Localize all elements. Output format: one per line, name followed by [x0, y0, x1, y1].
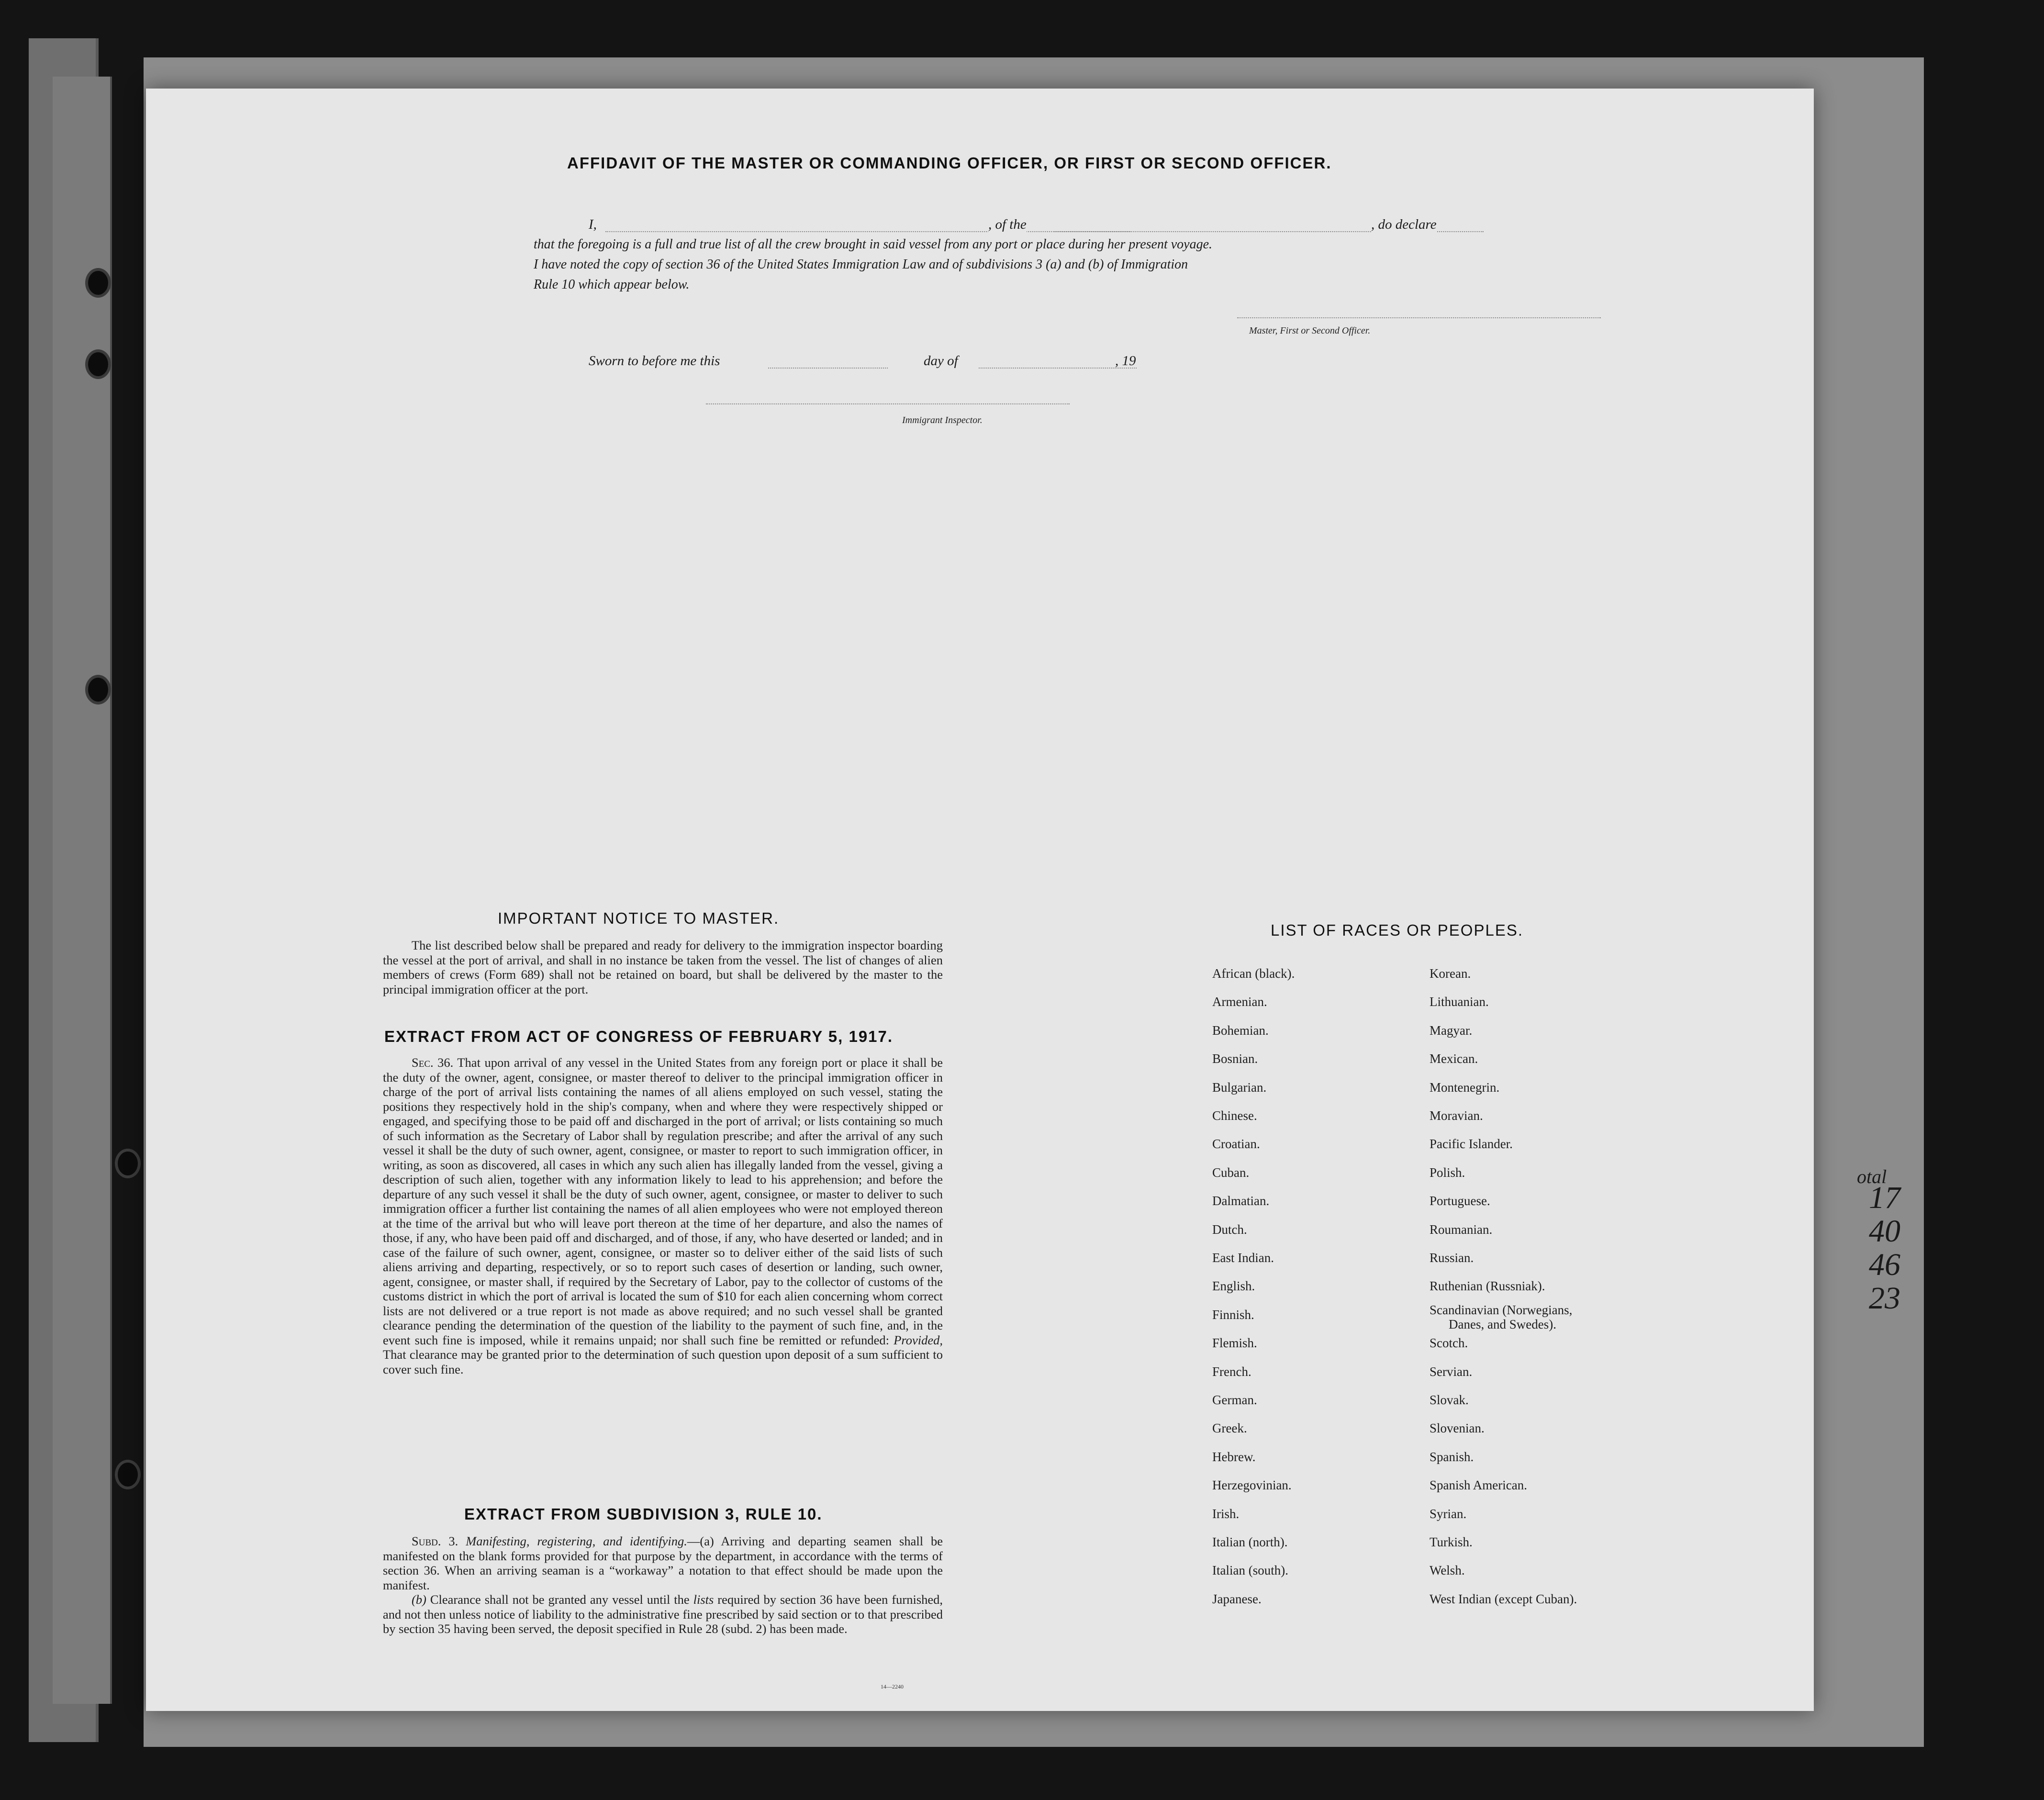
margin-total-value: 40: [1869, 1214, 1900, 1249]
day-of-text: day of: [924, 353, 958, 369]
race-item: Polish.: [1430, 1165, 1465, 1180]
margin-total-value: 46: [1869, 1247, 1900, 1282]
paragraph-b-part-1: Clearance shall not be granted any vessel until the: [430, 1592, 690, 1607]
race-item: Japanese.: [1212, 1591, 1262, 1606]
race-item: East Indian.: [1212, 1251, 1274, 1265]
race-item: Spanish American.: [1430, 1478, 1527, 1493]
notice-text: The list described below shall be prepared and ready for delivery to the immigration inspector boarding the vessel at the port of arrival, and shall in no instance be taken from the vessel. The list of changes of alien members of crews (Form 689) shall not be retained on board, but shall be delivered by the master to the principal immigration officer at the port.: [383, 938, 943, 996]
race-item: African (black).: [1212, 966, 1295, 981]
race-item: Spanish.: [1430, 1449, 1474, 1464]
margin-total-value: 17: [1869, 1180, 1900, 1215]
races-heading: LIST OF RACES OR PEOPLES.: [1271, 921, 1524, 939]
back-page-edge-inner: [53, 77, 112, 1704]
race-item: French.: [1212, 1364, 1251, 1379]
race-item: Slovak.: [1430, 1393, 1469, 1407]
race-item: Lithuanian.: [1430, 995, 1489, 1009]
affidavit-declare: , do declare: [1371, 217, 1437, 232]
race-item: Dalmatian.: [1212, 1194, 1270, 1208]
race-item: Roumanian.: [1430, 1222, 1493, 1237]
section-label: Sec. 36.: [412, 1055, 454, 1070]
race-item: Italian (north).: [1212, 1535, 1288, 1549]
race-item: Armenian.: [1212, 995, 1267, 1009]
race-item: Bulgarian.: [1212, 1080, 1267, 1095]
race-item: Montenegrin.: [1430, 1080, 1500, 1095]
race-item: Cuban.: [1212, 1165, 1250, 1180]
race-item: Chinese.: [1212, 1108, 1257, 1123]
race-item: Finnish.: [1212, 1307, 1254, 1322]
act-extract-heading: EXTRACT FROM ACT OF CONGRESS OF FEBRUARY 5, 1917.: [384, 1028, 894, 1045]
race-item: Welsh.: [1430, 1563, 1465, 1578]
race-item: Hebrew.: [1212, 1449, 1256, 1464]
race-item: Slovenian.: [1430, 1421, 1485, 1436]
race-item: Moravian.: [1430, 1108, 1483, 1123]
binder-hole: [115, 1149, 141, 1178]
notice-heading: IMPORTANT NOTICE TO MASTER.: [498, 909, 780, 927]
binder-hole: [85, 349, 111, 379]
race-item: Flemish.: [1212, 1336, 1257, 1351]
race-item: Bosnian.: [1212, 1051, 1258, 1066]
paragraph-b-label: (b): [412, 1592, 426, 1607]
notice-paragraph: [383, 938, 943, 996]
race-item: Syrian.: [1430, 1506, 1467, 1521]
affidavit-heading: AFFIDAVIT OF THE MASTER OR COMMANDING OFFICER, OR FIRST OR SECOND OFFICER.: [567, 154, 1332, 172]
subdivision-label: Subd. 3.: [412, 1534, 458, 1548]
paragraph-a: —(a) Arriving and departing seamen shall be manifested on the blank forms provided for that purpose by the department, in accordance with the terms of section 36. When an arriving seaman is a “workaway” a notation to that effect should be made upon the manifest.: [383, 1534, 943, 1592]
race-item: West Indian (except Cuban).: [1430, 1591, 1577, 1606]
race-item: Portuguese.: [1430, 1194, 1490, 1208]
rule-10-text: [383, 1534, 943, 1636]
binder-hole: [85, 675, 111, 704]
race-item: Ruthenian (Russniak).: [1430, 1279, 1545, 1294]
race-item: Scandinavian (Norwegians,: [1430, 1302, 1573, 1317]
margin-total-label: otal: [1857, 1166, 1887, 1187]
race-item: Russian.: [1430, 1251, 1474, 1265]
race-item: Pacific Islander.: [1430, 1137, 1513, 1152]
section-36-end: That clearance may be granted prior to the determination of such question upon deposit of a sum sufficient to cover such fine.: [383, 1347, 943, 1376]
provided-word: Provided,: [894, 1332, 943, 1347]
race-item-continued: Danes, and Swedes).: [1449, 1317, 1556, 1331]
month-blank: [979, 368, 1137, 369]
day-blank: [768, 368, 888, 369]
race-item: English.: [1212, 1279, 1255, 1294]
binder-hole: [85, 268, 111, 298]
section-36-body: That upon arrival of any vessel in the United States from any foreign port or place it shall be the duty of the owner, agent, consignee, or master thereof to deliver to the principal immigration officer in charge of the port of arrival lists containing the names of all aliens employed on such vessel, stating the positions they respectively hold in the ship's company, when and where they were respectively shipped or engaged, and specifying those to be paid off and discharged in the port of arrival; or lists containing so much of such information as the Secretary of Labor shall by regulation prescribe; and after the arrival of any such vessel it shall be the duty of such owner, agent, consignee, or master to report to such immigration officer, in writing, as soon as discovered, all cases in which any such alien has illegally landed from the vessel, giving a description of such alien, together with any information likely to lead to his apprehension; and before the departure of any such vessel it shall be the duty of such owner, agent, consignee, or master to deliver to such immigration officer a further list containing the names of all alien employees who were not employed thereon at the time of the arrival but who will leave port thereon at the time of her departure, and also the names of those, if any, who have been paid off and discharged, and of those, if any, who have deserted or landed; and in case of the failure of such owner, agent, consignee, or master so to deliver either of the said lists of such aliens arriving and departing, respectively, or so to report such cases of desertion or landing, such owner, agent, consignee, or master shall, if required by the Secretary of Labor, pay to the collector of customs of the customs district in which the port of arrival is located the sum of $10 for each alien concerning whom correct lists are not delivered or a true report is not made as above required; and no such vessel shall be granted clearance pending the determination of the question of the liability to the payment of such fine, and, in the event such fine is imposed, while it remains unpaid; nor shall such fine be remitted or refunded:: [383, 1055, 943, 1347]
race-item: Scotch.: [1430, 1336, 1468, 1351]
race-item: Korean.: [1430, 966, 1471, 981]
section-36-text: [383, 1055, 943, 1376]
race-item: Servian.: [1430, 1364, 1473, 1379]
race-item: Irish.: [1212, 1506, 1240, 1521]
affidavit-line-4: Rule 10 which appear below.: [534, 277, 690, 292]
race-item: Italian (south).: [1212, 1563, 1288, 1578]
race-item: German.: [1212, 1393, 1257, 1407]
paragraph-b-part-2: required by section 36 have been furnished, and not then unless notice of liability to the administrative fine prescribed by said section or to that prescribed by section 35 having been served, the deposit specified in Rule 28 (subd. 2) has been made.: [383, 1592, 943, 1636]
signature-line: [1237, 317, 1601, 318]
race-item: Herzegovinian.: [1212, 1478, 1292, 1493]
affidavit-i: I,: [589, 217, 597, 232]
affidavit-of-the: , of the: [988, 217, 1027, 232]
race-item: Bohemian.: [1212, 1023, 1269, 1038]
master-caption: Master, First or Second Officer.: [1249, 325, 1371, 336]
affidavit-line-3: I have noted the copy of section 36 of the United States Immigration Law and of subdivisions 3 (a) and (b) of Immigration: [534, 257, 1188, 272]
rule-extract-heading: EXTRACT FROM SUBDIVISION 3, RULE 10.: [464, 1505, 823, 1523]
subdivision-title: Manifesting, registering, and identifying.: [466, 1534, 687, 1548]
affidavit-page: [146, 89, 1814, 1711]
race-item: Mexican.: [1430, 1051, 1478, 1066]
inspector-caption: Immigrant Inspector.: [902, 415, 983, 425]
inspector-line: [706, 403, 1070, 404]
sworn-text: Sworn to before me this: [589, 353, 720, 369]
year-text: , 19: [1115, 353, 1136, 369]
race-item: Dutch.: [1212, 1222, 1247, 1237]
lists-word: lists: [693, 1592, 714, 1607]
race-item: Greek.: [1212, 1421, 1247, 1436]
margin-total-value: 23: [1869, 1281, 1900, 1316]
race-item: Magyar.: [1430, 1023, 1473, 1038]
binder-hole: [115, 1460, 141, 1489]
affidavit-line-2: that the foregoing is a full and true list of all the crew brought in said vessel from any port or place during her present voyage.: [534, 237, 1213, 252]
form-number: 14—2240: [881, 1683, 904, 1690]
race-item: Croatian.: [1212, 1137, 1260, 1152]
race-item: Turkish.: [1430, 1535, 1473, 1549]
